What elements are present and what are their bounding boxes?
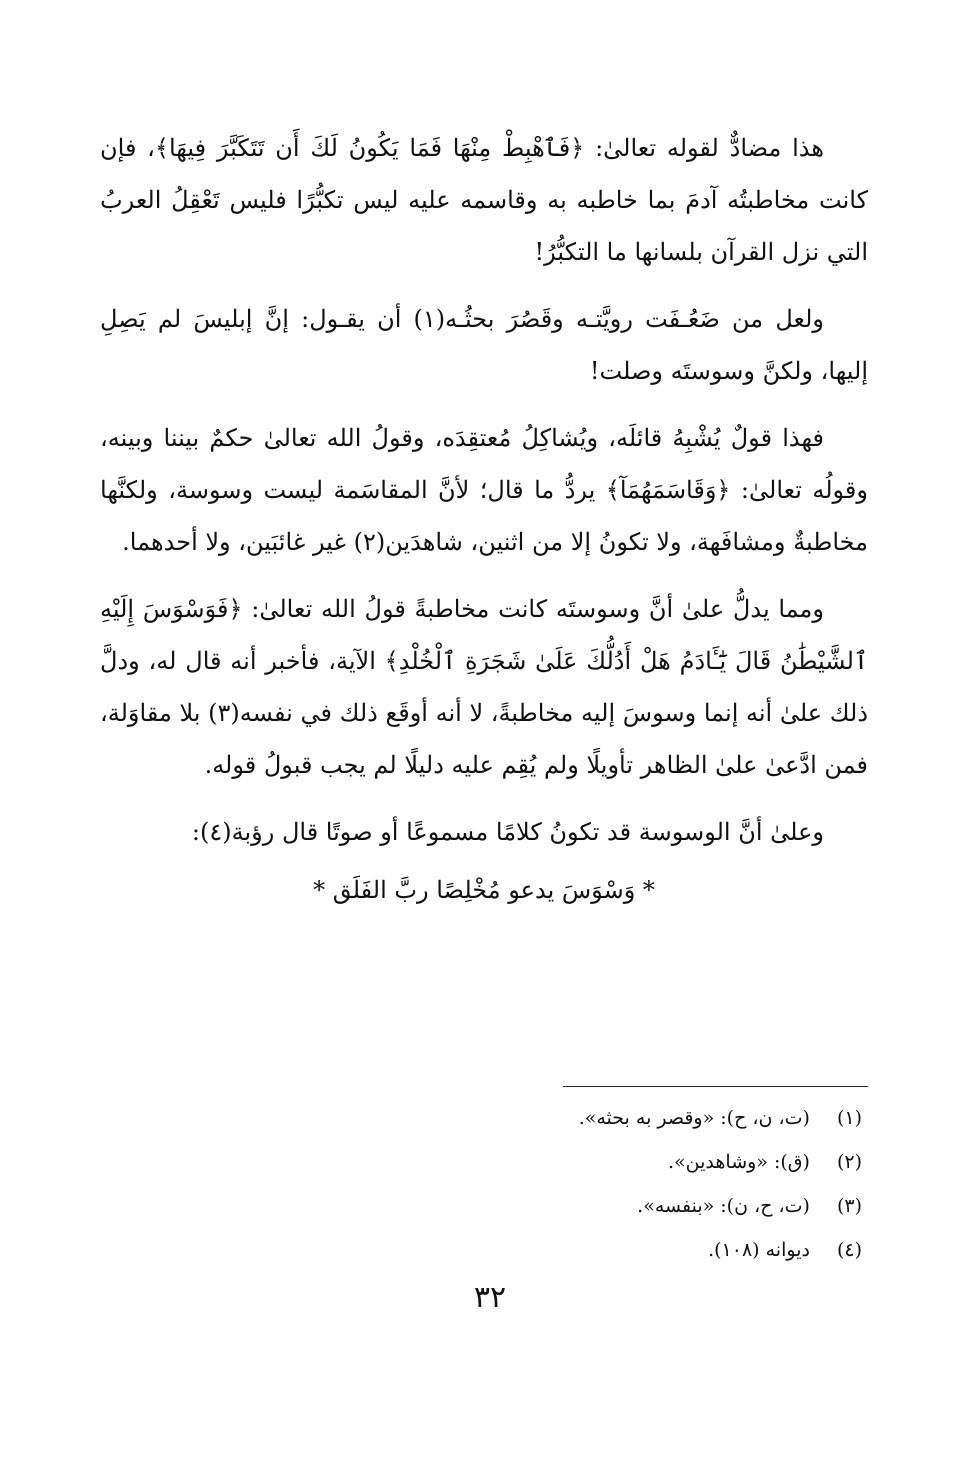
footnote-2	[162, 1140, 862, 1184]
footnote-text: (ق): «وشاهدين».	[668, 1151, 810, 1173]
footnote-1	[162, 1096, 862, 1140]
paragraph-1: هذا مضادٌّ لقوله تعالىٰ: ﴿فَٱهْبِطْ مِنْهَا فَمَا يَكُونُ لَكَ أَن تَتَكَبَّرَ فِيهَا﴾، فإن كانت مخاطبتُه آدمَ بما خاطبه به وقاسمه عليه ليس تكبُّرًا فليس تَعْقِلُ العربُ التي نزل القرآن بلسانها ما التكبُّرُ!	[100, 134, 868, 266]
page-number: ٣٢	[473, 1280, 507, 1315]
paragraph-3: فهذا قولٌ يُشْبِهُ قائلَه، ويُشاكِلُ مُعتقِدَه، وقولُ الله تعالىٰ حكمٌ بيننا وبينه، وقولُه تعالىٰ: ﴿وَقَاسَمَهُمَآ﴾ يردُّ ما قال؛ لأنَّ المقاسَمة ليست وسوسة، ولكنَّها مخاطبةٌ ومشافَهة، ولا تكونُ إلا من اثنين، شاهدَين(٢) غير غائبَين، ولا أحدهما.	[100, 424, 868, 556]
paragraph-2: ولعل من ضَعُـفَت رويَّتـه وقَصُرَ بحثُـه(١) أن يقـول: إنَّ إبليسَ لم يَصِلِ إليها، ولكنَّ وسوستَه وصلت!	[100, 305, 868, 385]
footnote-text: ديوانه (١٠٨).	[708, 1239, 810, 1261]
poem-verse: * وَسْوَسَ يدعو مُخْلِصًا ربَّ الفَلَق *	[313, 876, 655, 904]
footnote-divider	[563, 1086, 868, 1087]
footnote-text: (ت، ح، ن): «بنفسه».	[637, 1195, 810, 1217]
footnote-number: (٣)	[836, 1195, 862, 1217]
footnote-number: (٤)	[836, 1239, 862, 1261]
main-text	[100, 122, 868, 916]
footnote-number: (١)	[836, 1107, 862, 1129]
footnote-number: (٢)	[836, 1151, 862, 1173]
footnote-text: (ت، ن، ح): «وقصر به بحثه».	[578, 1107, 810, 1129]
footnotes	[162, 1096, 862, 1272]
paragraph-5: وعلىٰ أنَّ الوسوسة قد تكونُ كلامًا مسموعًا أو صوتًا قال رؤبة(٤):	[191, 818, 824, 846]
footnote-3	[162, 1184, 862, 1228]
paragraph-4: ومما يدلُّ علىٰ أنَّ وسوستَه كانت مخاطبةً قولُ الله تعالىٰ: ﴿فَوَسْوَسَ إِلَيْهِ ٱلشَّيْطَٰنُ قَالَ يَٰٓـَٔادَمُ هَلْ أَدُلُّكَ عَلَىٰ شَجَرَةِ ٱلْخُلْدِ﴾ الآية، فأخبر أنه قال له، ودلَّ ذلك علىٰ أنه إنما وسوسَ إليه مخاطبةً، لا أنه أوقَع ذلك في نفسه(٣) بلا مقاوَلة، فمن ادَّعىٰ علىٰ الظاهر تأويلًا ولم يُقِم عليه دليلًا لم يجب قبولُ قوله.	[100, 595, 869, 779]
footnote-4	[162, 1228, 862, 1272]
